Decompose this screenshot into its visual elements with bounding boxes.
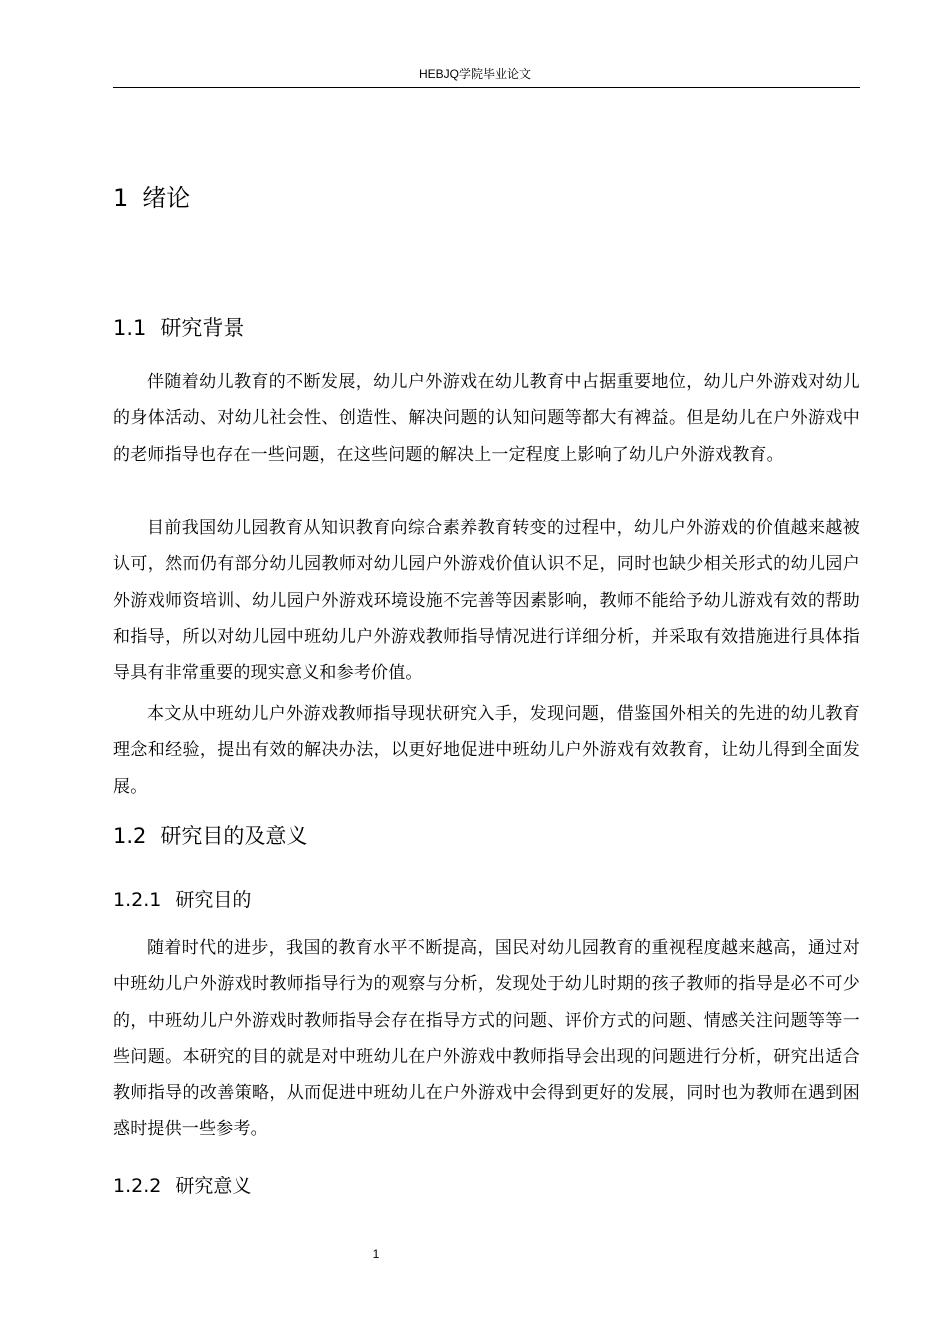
section-title: 研究背景 <box>160 316 245 340</box>
page-number: 1 <box>372 1247 380 1261</box>
paragraph-background-2: 目前我国幼儿园教育从知识教育向综合素养教育转变的过程中，幼儿户外游戏的价值越来越被认可，然而仍有部分幼儿园教师对幼儿园户外游戏价值认识不足，同时也缺少相关形式的幼儿园户外游戏师资培训、幼儿园户外游戏环境设施不完善等因素影响，教师不能给予幼儿游戏有效的帮助和指导，所以对幼儿园中班幼儿户外游戏教师指导情况进行详细分析，并采取有效措施进行具体指导具有非常重要的现实意义和参考价值。 <box>113 518 860 684</box>
section-number: 1.2 <box>113 824 147 848</box>
paragraph-purpose: 随着时代的进步，我国的教育水平不断提高，国民对幼儿园教育的重视程度越来越高，通过对中班幼儿户外游戏时教师指导行为的观察与分析，发现处于幼儿时期的孩子教师的指导是必不可少的，中班幼儿户外游戏时教师指导会存在指导方式的问题、评价方式的问题、情感关注问题等等一些问题。本研究的目的就是对中班幼儿在户外游戏中教师指导会出现的问题进行分析，研究出适合教师指导的改善策略，从而促进中班幼儿在户外游戏中会得到更好的发展，同时也为教师在遇到困惑时提供一些参考。 <box>113 938 860 1140</box>
section-title: 研究目的及意义 <box>160 824 308 848</box>
paragraph-background-1: 伴随着幼儿教育的不断发展，幼儿户外游戏在幼儿教育中占据重要地位，幼儿户外游戏对幼儿的身体活动、对幼儿社会性、创造性、解决问题的认知问题等都大有裨益。但是幼儿在户外游戏中的老师指导也存在一些问题，在这些问题的解决上一定程度上影响了幼儿户外游戏教育。 <box>113 372 860 465</box>
section-heading-1-1 <box>113 313 244 343</box>
subsection-heading-1-2-2 <box>113 1172 251 1200</box>
subsection-number: 1.2.2 <box>113 1175 162 1197</box>
header-divider <box>113 87 860 88</box>
chapter-number: 1 <box>113 184 129 212</box>
paragraph-background-3: 本文从中班幼儿户外游戏教师指导现状研究入手，发现问题，借鉴国外相关的先进的幼儿教育理念和经验，提出有效的解决办法，以更好地促进中班幼儿户外游戏有效教育，让幼儿得到全面发展。 <box>113 704 860 797</box>
chapter-title: 绪论 <box>142 184 191 212</box>
section-heading-1-2 <box>113 821 307 851</box>
section-number: 1.1 <box>113 316 147 340</box>
subsection-title: 研究意义 <box>175 1175 252 1197</box>
subsection-title: 研究目的 <box>175 889 252 911</box>
subsection-heading-1-2-1 <box>113 886 251 914</box>
chapter-heading <box>113 180 190 216</box>
page-header-title: HEBJQ学院毕业论文 <box>418 67 531 81</box>
subsection-number: 1.2.1 <box>113 889 162 911</box>
